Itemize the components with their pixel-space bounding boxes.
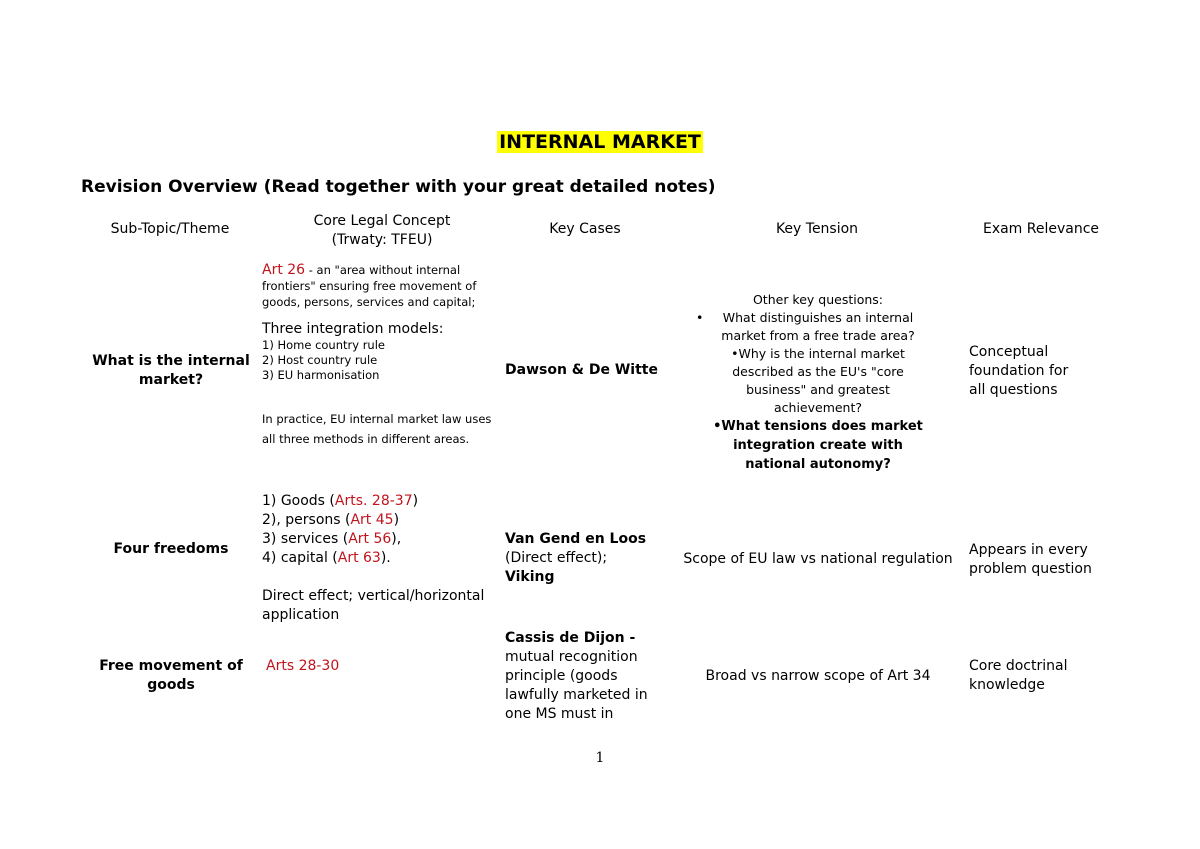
row3-concept: Arts 28-30: [266, 658, 340, 674]
case-van-gend-note: (Direct effect);: [505, 550, 608, 566]
model-1: 1) Home country rule: [262, 338, 385, 352]
row3-tension: Broad vs narrow scope of Art 34: [705, 668, 931, 684]
practice-note: In practice, EU internal market law uses all three methods in different areas.: [262, 412, 492, 446]
persons-ref: Art 45: [350, 512, 394, 528]
header-cases: Key Cases: [549, 221, 621, 237]
row2-tension: Scope of EU law vs national regulation: [683, 551, 953, 567]
header-concept-line1: Core Legal Concept: [313, 213, 451, 229]
capital-post: ).: [380, 550, 391, 566]
case-van-gend: Van Gend en Loos: [505, 531, 647, 547]
case-viking: Viking: [505, 569, 555, 585]
document-title: [0, 131, 1200, 153]
freedom-persons: [262, 511, 492, 530]
goods-post: ): [412, 493, 419, 509]
tension-q1: [696, 309, 928, 345]
row3-cases: [505, 629, 655, 724]
tension-q1-text: What distinguishes an internal market from a free trade area?: [721, 310, 915, 343]
row3-relevance: Core doctrinal knowledge: [969, 658, 1068, 693]
case-cassis: [505, 629, 655, 648]
art26-text: - an "area without internal frontiers" ensuring free movement of goods, persons, services and capital;: [262, 263, 477, 309]
row1-relevance: Conceptual foundation for all questions: [969, 344, 1069, 398]
page-number: 1: [595, 750, 605, 766]
persons-pre: 2), persons (: [262, 512, 351, 528]
bullet-icon: •: [696, 310, 704, 325]
header-concept: [282, 212, 482, 250]
row3-subtopic: Free movement of goods: [99, 658, 243, 693]
freedom-goods: [262, 492, 492, 511]
freedom-services: [262, 530, 492, 549]
row1-tension: [696, 291, 928, 474]
case-cassis-dash: -: [624, 630, 636, 646]
header-concept-line2: (Trwaty: TFEU): [331, 232, 433, 248]
capital-pre: 4) capital (: [262, 550, 338, 566]
row2-cases: [505, 530, 655, 587]
case-cassis-name: Cassis de Dijon: [505, 630, 625, 646]
tension-q2: •Why is the internal market described as the EU's "core business" and greatest achievement?: [731, 346, 905, 415]
header-tension: Key Tension: [775, 221, 859, 237]
tension-intro: Other key questions:: [752, 292, 884, 307]
title-text: INTERNAL MARKET: [499, 131, 701, 153]
freedom-capital: [262, 549, 492, 568]
services-pre: 3) services (: [262, 531, 349, 547]
services-ref: Art 56: [348, 531, 392, 547]
tension-q3: •What tensions does market integration create with national autonomy?: [713, 419, 923, 472]
row2-subtopic: Four freedoms: [113, 541, 229, 557]
models-title: Three integration models:: [262, 321, 444, 337]
services-post: ),: [391, 531, 402, 547]
row1-subtopic: What is the internal market?: [92, 353, 250, 388]
art26-ref: Art 26: [262, 262, 306, 278]
art26-paragraph: [262, 262, 497, 310]
persons-post: ): [393, 512, 400, 528]
row1-cases: Dawson & De Witte: [505, 362, 658, 378]
header-relevance: Exam Relevance: [982, 221, 1100, 237]
model-2: 2) Host country rule: [262, 353, 378, 367]
direct-effect-note: Direct effect; vertical/horizontal application: [262, 588, 485, 623]
row2-relevance: Appears in every problem question: [969, 542, 1092, 577]
model-3: 3) EU harmonisation: [262, 368, 380, 382]
header-subtopic: Sub-Topic/Theme: [110, 221, 230, 237]
case-cassis-note: mutual recognition principle (goods lawfully marketed in one MS must in: [505, 649, 648, 722]
goods-pre: 1) Goods (: [262, 493, 335, 509]
capital-ref: Art 63: [337, 550, 381, 566]
row2-concept: [262, 492, 492, 625]
document-subtitle: Revision Overview (Read together with your great detailed notes): [81, 177, 716, 197]
row1-concept: [262, 262, 497, 449]
goods-ref: Arts. 28-37: [334, 493, 413, 509]
